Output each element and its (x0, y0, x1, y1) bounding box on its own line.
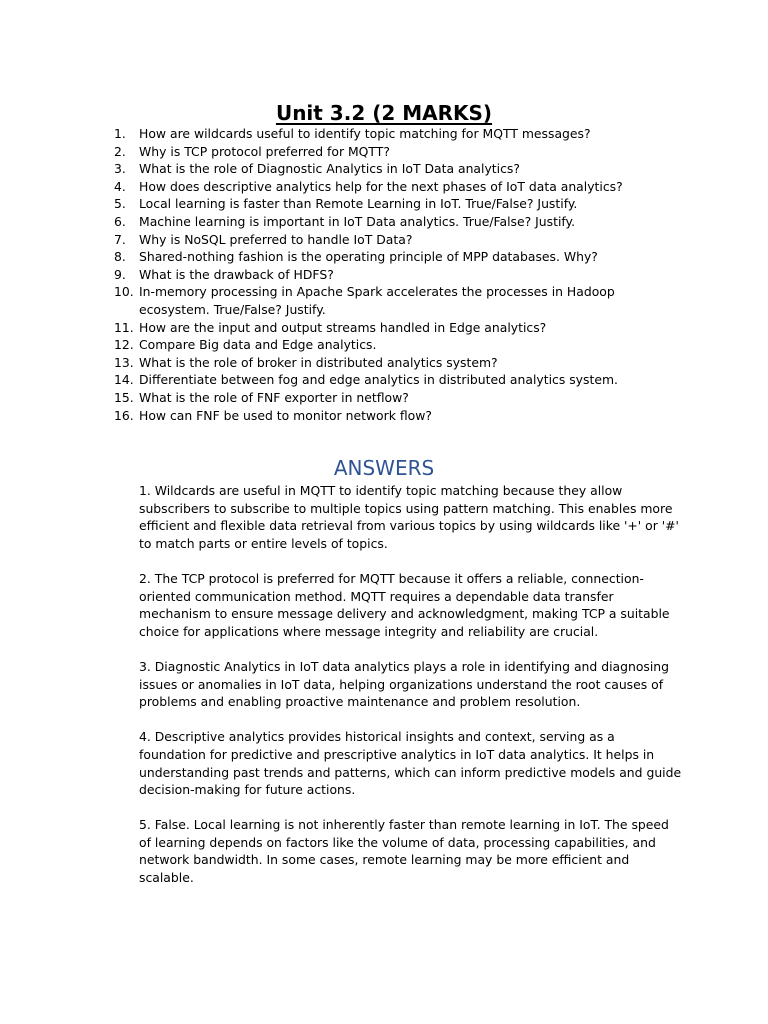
question-item (114, 407, 684, 425)
question-item (114, 336, 684, 354)
question-number: 7. (114, 231, 126, 247)
question-text: Shared-nothing fashion is the operating principle of MPP databases. Why? (139, 249, 598, 265)
document-title: Unit 3.2 (2 MARKS) (275, 101, 493, 125)
question-item (114, 389, 684, 407)
question-number: 2. (114, 143, 126, 159)
question-text: Why is NoSQL preferred to handle IoT Data? (139, 231, 413, 247)
question-item (114, 143, 684, 161)
question-item (114, 195, 684, 213)
answer-paragraph: 1. Wildcards are useful in MQTT to identify topic matching because they allow subscribers to subscribe to multiple topics using pattern matching. This enables more efficient and flexible data retrieval from various topics by using wildcards like '+' or '#' to match parts or entire levels of topics. (139, 483, 679, 551)
question-text: Compare Big data and Edge analytics. (139, 337, 377, 353)
question-item (114, 319, 684, 337)
question-item (114, 266, 684, 284)
question-number: 1. (114, 126, 126, 141)
question-text: In-memory processing in Apache Spark accelerates the processes in Hadoop ecosystem. True/False? Justify. (139, 284, 615, 317)
question-number: 9. (114, 266, 126, 282)
answer-paragraph: 5. False. Local learning is not inherently faster than remote learning in IoT. The speed of learning depends on factors like the volume of data, processing capabilities, and network bandwidth. In some cases, remote learning may be more efficient and scalable. (139, 817, 669, 886)
question-number: 6. (114, 213, 126, 229)
question-number: 4. (114, 178, 126, 194)
question-text: What is the role of Diagnostic Analytics in IoT Data analytics? (139, 161, 520, 177)
question-number: 11. (114, 319, 134, 335)
question-item (114, 283, 684, 318)
question-number: 3. (114, 161, 126, 177)
answer-paragraph: 4. Descriptive analytics provides historical insights and context, serving as a foundation for predictive and prescriptive analytics in IoT data analytics. It helps in understanding past trends and patterns, which can inform predictive models and guide decision-making for future actions. (139, 729, 682, 798)
question-item (114, 371, 684, 389)
question-text: How are wildcards useful to identify topic matching for MQTT messages? (139, 126, 591, 141)
question-item (114, 248, 684, 266)
question-text: What is the drawback of HDFS? (139, 266, 334, 282)
question-number: 12. (114, 337, 134, 353)
question-number: 8. (114, 249, 126, 265)
question-item (114, 178, 684, 196)
question-number: 13. (114, 354, 134, 370)
question-text: What is the role of FNF exporter in netflow? (139, 389, 409, 405)
question-item (114, 354, 684, 372)
question-text: Differentiate between fog and edge analytics in distributed analytics system. (139, 372, 618, 388)
question-item (114, 125, 684, 143)
answer-paragraph: 3. Diagnostic Analytics in IoT data analytics plays a role in identifying and diagnosing issues or anomalies in IoT data, helping organizations understand the root causes of problems and enabling proactive maintenance and problem resolution. (139, 658, 670, 710)
answers-list (139, 482, 684, 904)
questions-list (114, 125, 684, 424)
question-number: 14. (114, 372, 134, 388)
question-text: How are the input and output streams handled in Edge analytics? (139, 319, 547, 335)
question-text: What is the role of broker in distributed analytics system? (139, 354, 498, 370)
question-text: How can FNF be used to monitor network flow? (139, 407, 432, 423)
question-number: 5. (114, 196, 126, 212)
question-number: 10. (114, 284, 134, 300)
question-item (114, 231, 684, 249)
answer-paragraph: 2. The TCP protocol is preferred for MQTT because it offers a reliable, connection-oriented communication method. MQTT requires a dependable data transfer mechanism to ensure message delivery and acknowledgment, making TCP a suitable choice for applications where message integrity and reliability are crucial. (139, 570, 670, 639)
question-number: 15. (114, 389, 134, 405)
question-item (114, 213, 684, 231)
question-text: How does descriptive analytics help for the next phases of IoT data analytics? (139, 178, 623, 194)
answers-heading: ANSWERS (333, 456, 435, 480)
question-text: Machine learning is important in IoT Data analytics. True/False? Justify. (139, 213, 576, 229)
question-text: Local learning is faster than Remote Learning in IoT. True/False? Justify. (139, 196, 578, 212)
question-text: Why is TCP protocol preferred for MQTT? (139, 143, 390, 159)
question-item (114, 160, 684, 178)
question-number: 16. (114, 407, 134, 423)
